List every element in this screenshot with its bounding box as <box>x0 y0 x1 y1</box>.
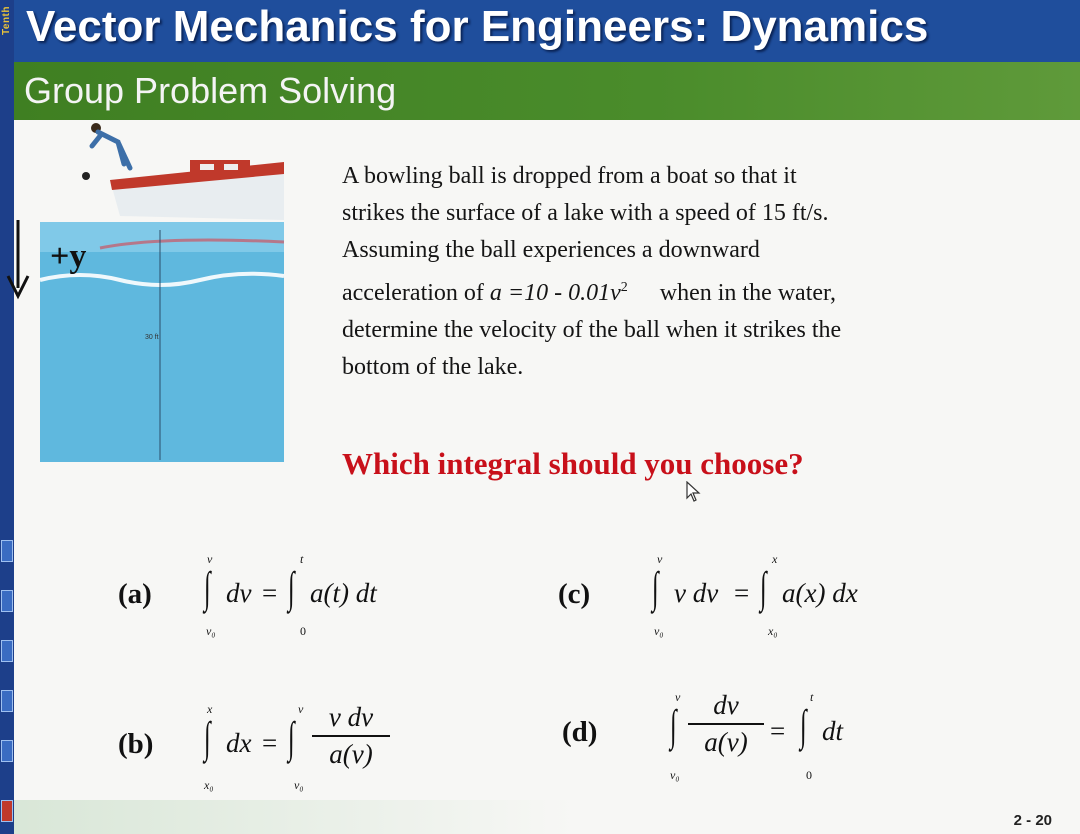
limit-upper: v <box>207 552 213 566</box>
option-d-label[interactable]: (d) <box>562 716 598 748</box>
option-a-label[interactable]: (a) <box>118 578 152 610</box>
problem-line: bottom of the lake. <box>342 354 524 380</box>
limit-lower: 0 <box>806 768 812 782</box>
equals-sign: = <box>770 716 786 746</box>
question-prompt: Which integral should you choose? <box>342 446 804 481</box>
fraction-denominator: a(v) <box>704 726 748 757</box>
integral-sign: ∫ <box>670 701 677 750</box>
integral-sign: ∫ <box>204 563 211 612</box>
lhs-expression: v dv <box>674 578 719 608</box>
limit-upper: v <box>657 552 663 566</box>
equals-sign: = <box>262 578 278 608</box>
person-body <box>92 132 130 168</box>
lhs-fraction <box>688 690 764 758</box>
lhs-expression: dx <box>226 728 252 758</box>
limit-upper: v <box>298 702 304 716</box>
slide-subtitle: Group Problem Solving <box>24 70 397 111</box>
subtitle-bar <box>14 62 1080 120</box>
limit-lower: 0 <box>300 624 306 638</box>
problem-text: when in the water, <box>659 280 837 306</box>
problem-statement <box>342 158 1002 386</box>
problem-line: determine the velocity of the ball when it strikes the <box>342 317 842 343</box>
fraction-numerator: v dv <box>328 702 374 732</box>
fraction-bar <box>688 723 764 725</box>
boat-lake-illustration <box>0 120 300 470</box>
cabin-window <box>224 164 238 170</box>
integral-sign: ∫ <box>288 713 295 762</box>
limit-upper: t <box>810 690 814 704</box>
integral-sign: ∫ <box>288 563 295 612</box>
integral-sign: ∫ <box>800 701 807 750</box>
formula-exponent: 2 <box>620 280 628 295</box>
limit-upper: x <box>207 702 213 716</box>
acceleration-formula: a =10 - 0.01v <box>489 280 621 306</box>
side-button[interactable] <box>1 590 13 612</box>
footer-strip <box>14 800 574 834</box>
limit-lower: x₀ <box>204 778 214 792</box>
limit-lower: v₀ <box>294 778 304 792</box>
cabin-window <box>200 164 214 170</box>
integral-sign: ∫ <box>652 563 659 612</box>
page-number: 2 - 20 <box>1013 812 1052 829</box>
boat-cabin <box>190 160 250 174</box>
limit-upper: t <box>300 552 304 566</box>
integral-sign: ∫ <box>204 713 211 762</box>
title-bar <box>14 0 1080 62</box>
limit-upper: x <box>772 552 778 566</box>
slide-title: Vector Mechanics for Engineers: Dynamics <box>26 2 929 51</box>
rhs-expression: dt <box>822 716 844 746</box>
problem-line: Assuming the ball experiences a downward <box>342 237 760 263</box>
edge-label: Tenth <box>1 6 12 35</box>
axis-label: +y <box>50 238 87 275</box>
side-button[interactable] <box>1 690 13 712</box>
limit-upper: v <box>675 690 681 704</box>
problem-line: A bowling ball is dropped from a boat so that it <box>342 163 797 189</box>
rhs-fraction <box>312 702 390 770</box>
rhs-expression: a(t) dt <box>310 578 377 608</box>
fraction-bar <box>312 735 390 737</box>
side-button[interactable] <box>1 800 13 822</box>
fraction-numerator: dv <box>713 690 739 720</box>
fraction-denominator: a(v) <box>329 738 373 769</box>
side-button[interactable] <box>1 540 13 562</box>
limit-lower: x₀ <box>768 624 778 638</box>
equals-sign: = <box>734 578 750 608</box>
limit-lower: v₀ <box>670 768 680 782</box>
integral-sign: ∫ <box>760 563 767 612</box>
problem-text: acceleration of <box>342 280 490 306</box>
limit-lower: v₀ <box>206 624 216 638</box>
option-b-label[interactable]: (b) <box>118 728 154 760</box>
limit-lower: v₀ <box>654 624 664 638</box>
lhs-expression: dv <box>226 578 252 608</box>
depth-label: 30 ft <box>145 334 159 341</box>
side-button[interactable] <box>1 640 13 662</box>
problem-line: strikes the surface of a lake with a speed of 15 ft/s. <box>342 200 829 226</box>
rhs-expression: a(x) dx <box>782 578 858 608</box>
problem-line <box>342 269 1002 312</box>
side-button[interactable] <box>1 740 13 762</box>
bowling-ball <box>82 172 90 180</box>
option-c-label[interactable]: (c) <box>558 578 591 610</box>
equals-sign: = <box>262 728 278 758</box>
mouse-cursor-icon <box>686 481 702 503</box>
